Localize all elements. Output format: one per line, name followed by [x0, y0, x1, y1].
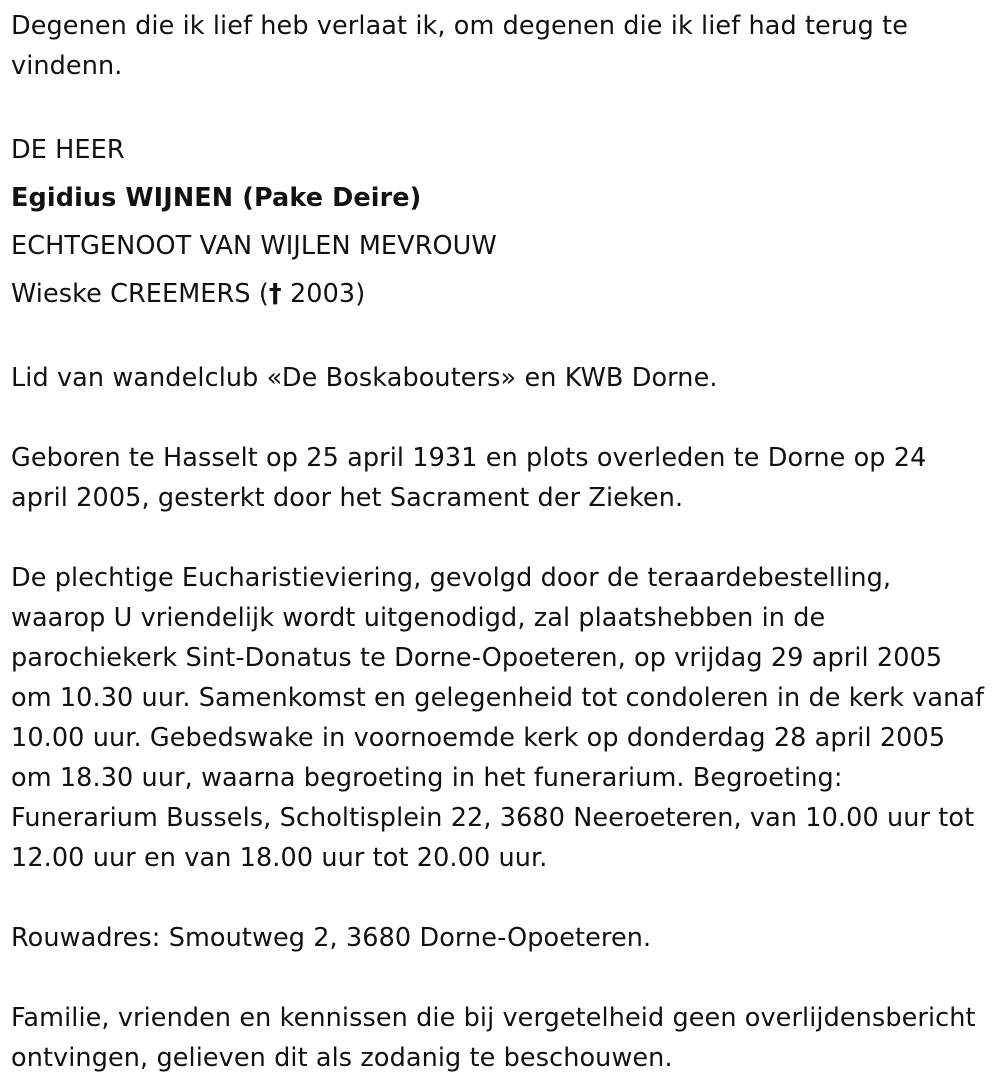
- title-prefix: DE HEER: [11, 135, 125, 165]
- ceremony-text: De plechtige Eucharistieviering, gevolgd door de teraardebestelling, waarop U vriendelijk wordt uitgenodigd, zal plaatshebben in de parochiekerk Sint-Donatus te Dorne-Opoeteren, op vrijdag 29 april 2005 om 10.30 uur. Samenkomst en gelegenheid tot condoleren in de kerk vanaf 10.00 uur. Gebedswake in voornoemde kerk op donderdag 28 april 2005 om 18.30 uur, waarna begroeting in het funerarium. Begroeting: Funerarium Bussels, Scholtisplein 22, 3680 Neeroeteren, van 10.00 uur tot 12.00 uur en van 18.00 uur tot 20.00 uur.: [11, 563, 985, 873]
- birth-death-text: Geboren te Hasselt op 25 april 1931 en plots overleden te Dorne op 24 april 2005, gesterkt door het Sacrament der Zieken.: [11, 443, 927, 513]
- spacer: [11, 878, 991, 918]
- intro-quote: Degenen die ik lief heb verlaat ik, om degenen die ik lief had terug te vindenn.: [11, 11, 909, 81]
- spacer: [11, 318, 991, 358]
- spouse-year: 2003): [281, 279, 366, 309]
- membership-text: Lid van wandelclub «De Boskabouters» en KWB Dorne.: [11, 363, 718, 393]
- spacer: [11, 398, 991, 438]
- closing-text: Familie, vrienden en kennissen die bij vergetelheid geen overlijdensbericht ontvingen, gelieven dit als zodanig te beschouwen.: [11, 1003, 976, 1073]
- spacer: [11, 518, 991, 558]
- cross-icon: †: [268, 279, 282, 309]
- mourning-address: Rouwadres: Smoutweg 2, 3680 Dorne-Opoeteren.: [11, 923, 652, 953]
- spouse-info: [11, 270, 991, 318]
- spouse-line: ECHTGENOOT VAN WIJLEN MEVROUW: [11, 231, 497, 261]
- spouse-name: Wieske CREEMERS (: [11, 279, 269, 309]
- deceased-name: Egidius WIJNEN (Pake Deire): [11, 183, 422, 213]
- death-notice: [11, 0, 991, 1078]
- spacer: [11, 86, 991, 126]
- spacer: [11, 958, 991, 998]
